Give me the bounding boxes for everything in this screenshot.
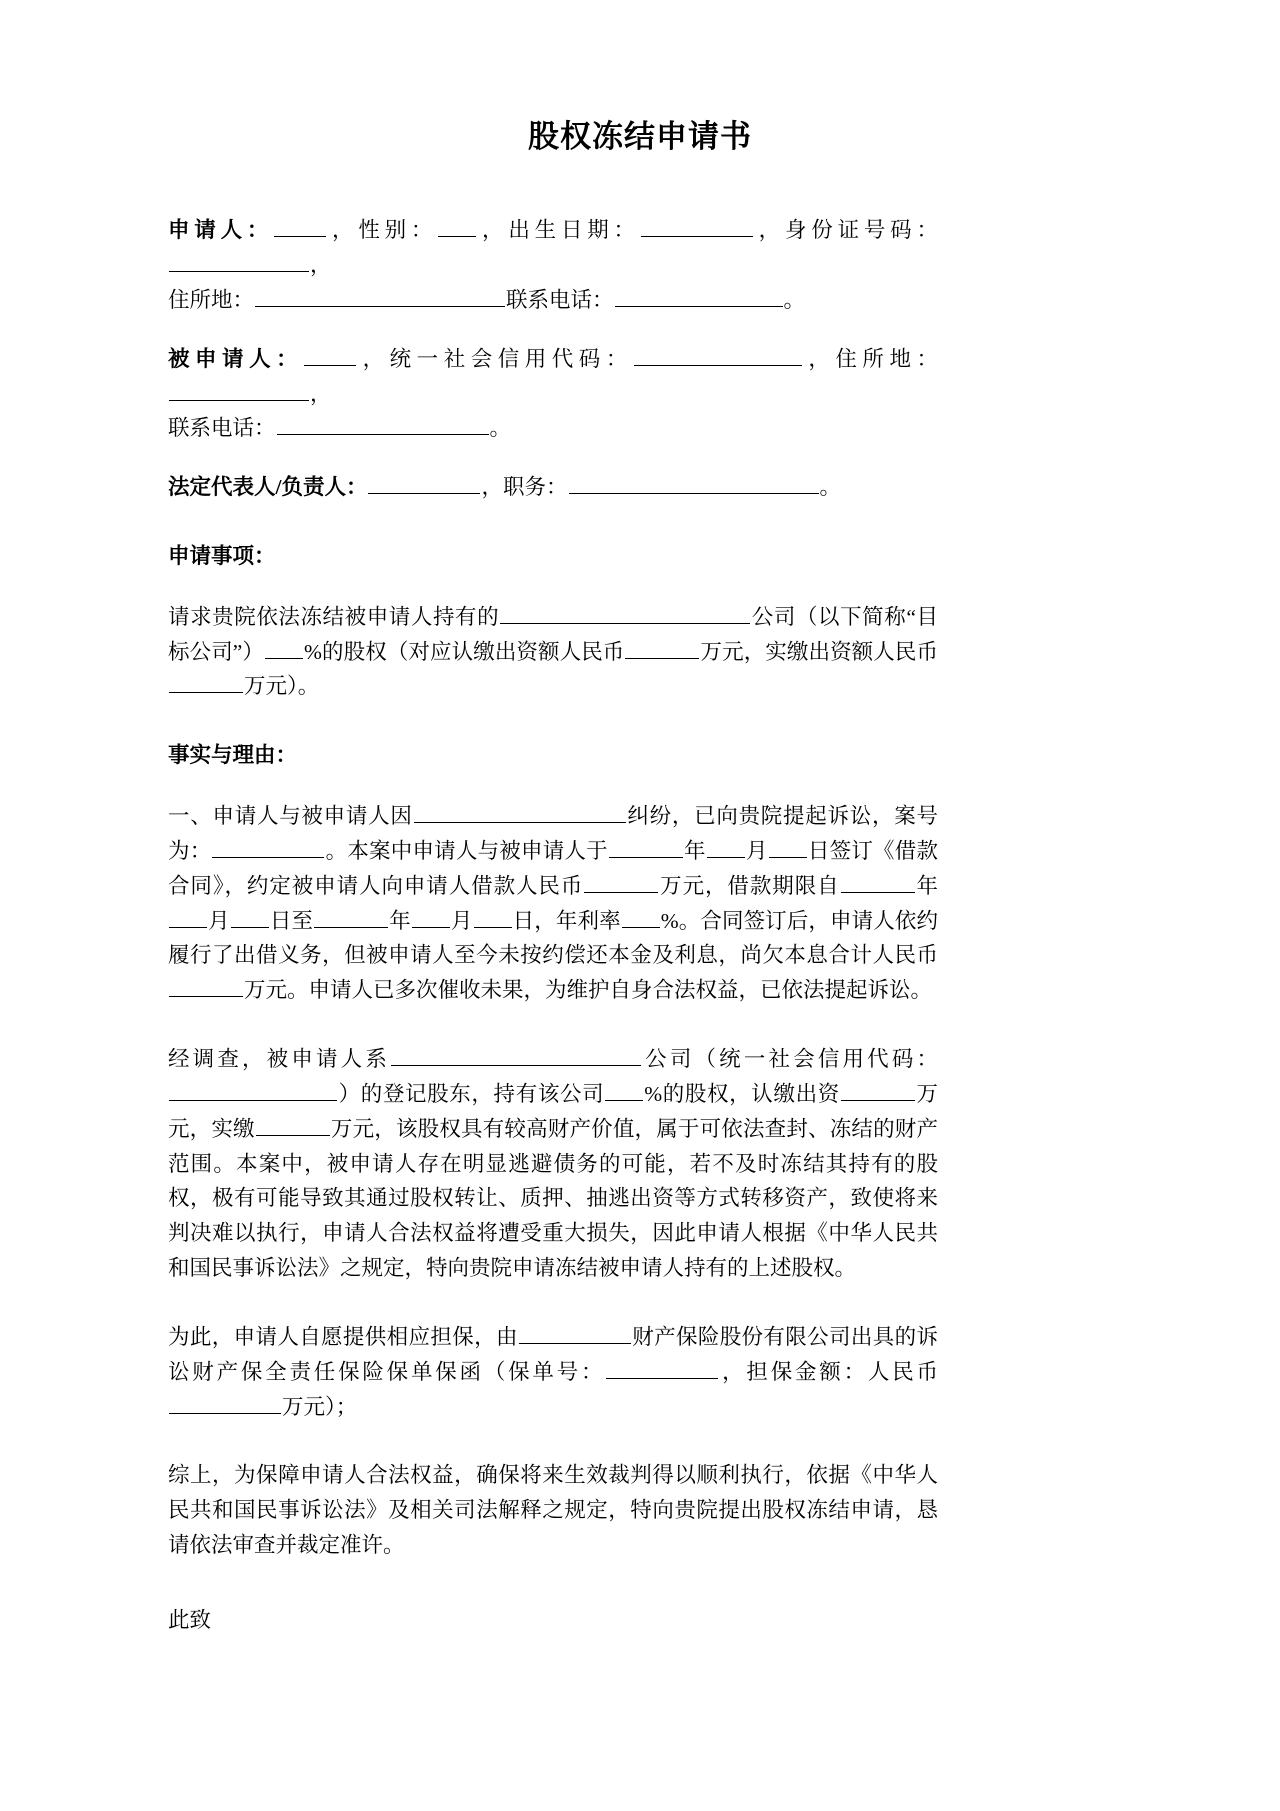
- fact1-text-2: 纠纷，已向贵院提起诉讼，案号为：: [168, 804, 938, 863]
- guarantee-text-2: 财产保险股份有限公司出具的诉讼财产保全责任保险保单保函（保单号：: [168, 1324, 938, 1384]
- applicant-gender-blank[interactable]: [438, 215, 476, 238]
- respondent-credit-code-blank[interactable]: [634, 343, 802, 366]
- outstanding-amount-blank[interactable]: [169, 975, 243, 998]
- investigated-credit-code-blank[interactable]: [169, 1078, 337, 1101]
- applicant-info-block: [168, 213, 938, 317]
- fact-one-block: [168, 799, 938, 1008]
- respondent-phone-label: 联系电话：: [168, 416, 276, 441]
- applicant-address-label: 住所地：: [168, 287, 255, 312]
- loan-start-day-blank[interactable]: [231, 905, 269, 928]
- fact1-text-9: 月: [208, 908, 230, 933]
- page-title: 股权冻结申请书: [528, 119, 752, 154]
- request-text-5: 万元，实缴出资额人民币: [700, 639, 938, 664]
- request-text-3: “目标公司”）: [168, 604, 938, 664]
- application-matters-heading: 申请事项：: [168, 543, 276, 568]
- guarantee-block: [168, 1320, 938, 1424]
- fact1-text-14: %。合同签订后，申请人依约履行了出借义务，但被申请人至今未按约偿还本金及利息，尚欠本息合计人民币: [168, 908, 938, 968]
- equity-percent-blank[interactable]: [265, 636, 303, 659]
- fact1-text-13: 日，年利率: [512, 908, 621, 933]
- guarantee-text-4: 万元）；: [282, 1394, 358, 1419]
- loan-start-month-blank[interactable]: [169, 905, 207, 928]
- subscribed-capital-blank[interactable]: [625, 636, 699, 659]
- applicant-label: 申请人：: [168, 218, 274, 243]
- policy-number-blank[interactable]: [606, 1356, 718, 1379]
- respondent-label: 被申请人：: [168, 346, 304, 371]
- investigation-text-5: 万元，实缴: [168, 1081, 938, 1141]
- investigated-subscribed-blank[interactable]: [841, 1078, 915, 1101]
- applicant-birth-blank[interactable]: [641, 215, 753, 238]
- conclusion-block: 综上，为保障申请人合法权益，确保将来生效裁判得以顺利执行，依据《中华人民共和国民事诉讼法》及相关司法解释之规定，特向贵院提出股权冻结申请，恳请依法审查并裁定准许。: [168, 1463, 938, 1558]
- respondent-period: 。: [489, 416, 512, 441]
- loan-end-month-blank[interactable]: [412, 905, 450, 928]
- closing-salutation: 此致: [168, 1607, 212, 1632]
- shareholding-percent-blank[interactable]: [605, 1078, 643, 1101]
- investigation-text-4: %的股权，认缴出资: [644, 1081, 840, 1106]
- fact1-text-1: 一、申请人与被申请人因: [168, 804, 413, 829]
- applicant-id-blank[interactable]: [169, 250, 309, 273]
- fact1-text-12: 月: [450, 908, 473, 933]
- loan-amount-blank[interactable]: [584, 870, 658, 893]
- investigation-text-3: ）的登记股东，持有该公司: [338, 1081, 605, 1106]
- applicant-phone-label: 联系电话：: [506, 287, 614, 312]
- contract-day-blank[interactable]: [769, 835, 807, 858]
- applicant-address-blank[interactable]: [255, 284, 505, 307]
- respondent-credit-code-label: ，统一社会信用代码：: [357, 346, 633, 371]
- request-text-2: 公司（以下简称: [751, 604, 907, 629]
- applicant-phone-blank[interactable]: [615, 284, 783, 307]
- fact1-text-10: 日至: [269, 908, 314, 933]
- interest-rate-blank[interactable]: [622, 905, 660, 928]
- legal-rep-position-label: ，职务：: [481, 475, 568, 500]
- fact1-text-11: 年: [389, 908, 411, 933]
- legal-rep-label: 法定代表人/负责人：: [168, 475, 368, 500]
- investigation-text-6: 万元，该股权具有较高财产价值，属于可依法查封、冻结的财产范围。本案中，被申请人存在明显逃避债务的可能，若不及时冻结其持有的股权，极有可能导致其通过股权转让、质押、抽逃出资等方式转移资产，致使将来判决难以执行，申请人合法权益将遭受重大损失，因此申请人根据《中华人民共和国民事诉讼法》之规定，特向贵院申请冻结被申请人持有的上述股权。: [168, 1116, 938, 1281]
- applicant-period: 。: [783, 287, 806, 312]
- investigated-paid-blank[interactable]: [256, 1113, 330, 1136]
- guarantee-text-3: ，担保金额：人民币: [719, 1359, 938, 1384]
- investigation-text-1: 经调查，被申请人系: [168, 1047, 390, 1072]
- request-text-4: %的股权（对应认缴出资额人民币: [304, 639, 625, 664]
- fact1-text-15: 万元。申请人已多次催收未果，为维护自身合法权益，已依法提起诉讼。: [244, 978, 933, 1003]
- fact1-text-7: 万元，借款期限自: [659, 873, 840, 898]
- respondent-address-blank[interactable]: [169, 378, 309, 401]
- loan-end-day-blank[interactable]: [474, 905, 512, 928]
- application-request-block: [168, 600, 938, 704]
- investigation-block: [168, 1042, 938, 1286]
- paid-capital-blank[interactable]: [169, 671, 243, 694]
- fact1-text-4: 年: [683, 838, 706, 863]
- guarantee-text-1: 为此，申请人自愿提供相应担保，由: [168, 1324, 518, 1349]
- applicant-birth-label: ，出生日期：: [477, 218, 640, 243]
- investigation-text-2: 公司（统一社会信用代码：: [642, 1047, 938, 1072]
- fact1-text-8: 年: [915, 873, 938, 898]
- dispute-type-blank[interactable]: [414, 801, 626, 824]
- respondent-address-label: ，住所地：: [802, 346, 938, 371]
- applicant-gender-label: ，性别：: [327, 218, 438, 243]
- fact1-text-6: 日签订《借款合同》，约定被申请人向申请人借款人民币: [168, 838, 938, 898]
- case-number-blank[interactable]: [212, 835, 324, 858]
- insurer-name-blank[interactable]: [519, 1321, 631, 1344]
- fact1-text-3: 。本案中申请人与被申请人于: [325, 838, 608, 863]
- legal-rep-name-blank[interactable]: [368, 472, 480, 495]
- request-text-6: 万元）。: [244, 674, 320, 699]
- request-text-1: 请求贵院依法冻结被申请人持有的: [168, 604, 500, 629]
- fact1-text-5: 月: [745, 838, 768, 863]
- investigated-company-blank[interactable]: [391, 1044, 641, 1067]
- applicant-id-label: ，身份证号码：: [753, 218, 938, 243]
- applicant-line1-comma: ，: [310, 253, 332, 278]
- respondent-name-blank[interactable]: [304, 343, 356, 366]
- loan-end-year-blank[interactable]: [314, 905, 388, 928]
- guarantee-amount-blank[interactable]: [169, 1391, 281, 1414]
- contract-month-blank[interactable]: [707, 835, 745, 858]
- legal-representative-block: [168, 470, 938, 505]
- respondent-line1-comma: ，: [310, 381, 332, 406]
- loan-start-year-blank[interactable]: [841, 870, 915, 893]
- target-company-blank[interactable]: [500, 601, 750, 624]
- contract-year-blank[interactable]: [609, 835, 683, 858]
- legal-rep-position-blank[interactable]: [569, 472, 819, 495]
- legal-rep-period: 。: [819, 475, 842, 500]
- applicant-name-blank[interactable]: [274, 215, 326, 238]
- facts-and-reasons-heading: 事实与理由：: [168, 743, 298, 768]
- respondent-info-block: [168, 342, 938, 446]
- respondent-phone-blank[interactable]: [277, 413, 489, 436]
